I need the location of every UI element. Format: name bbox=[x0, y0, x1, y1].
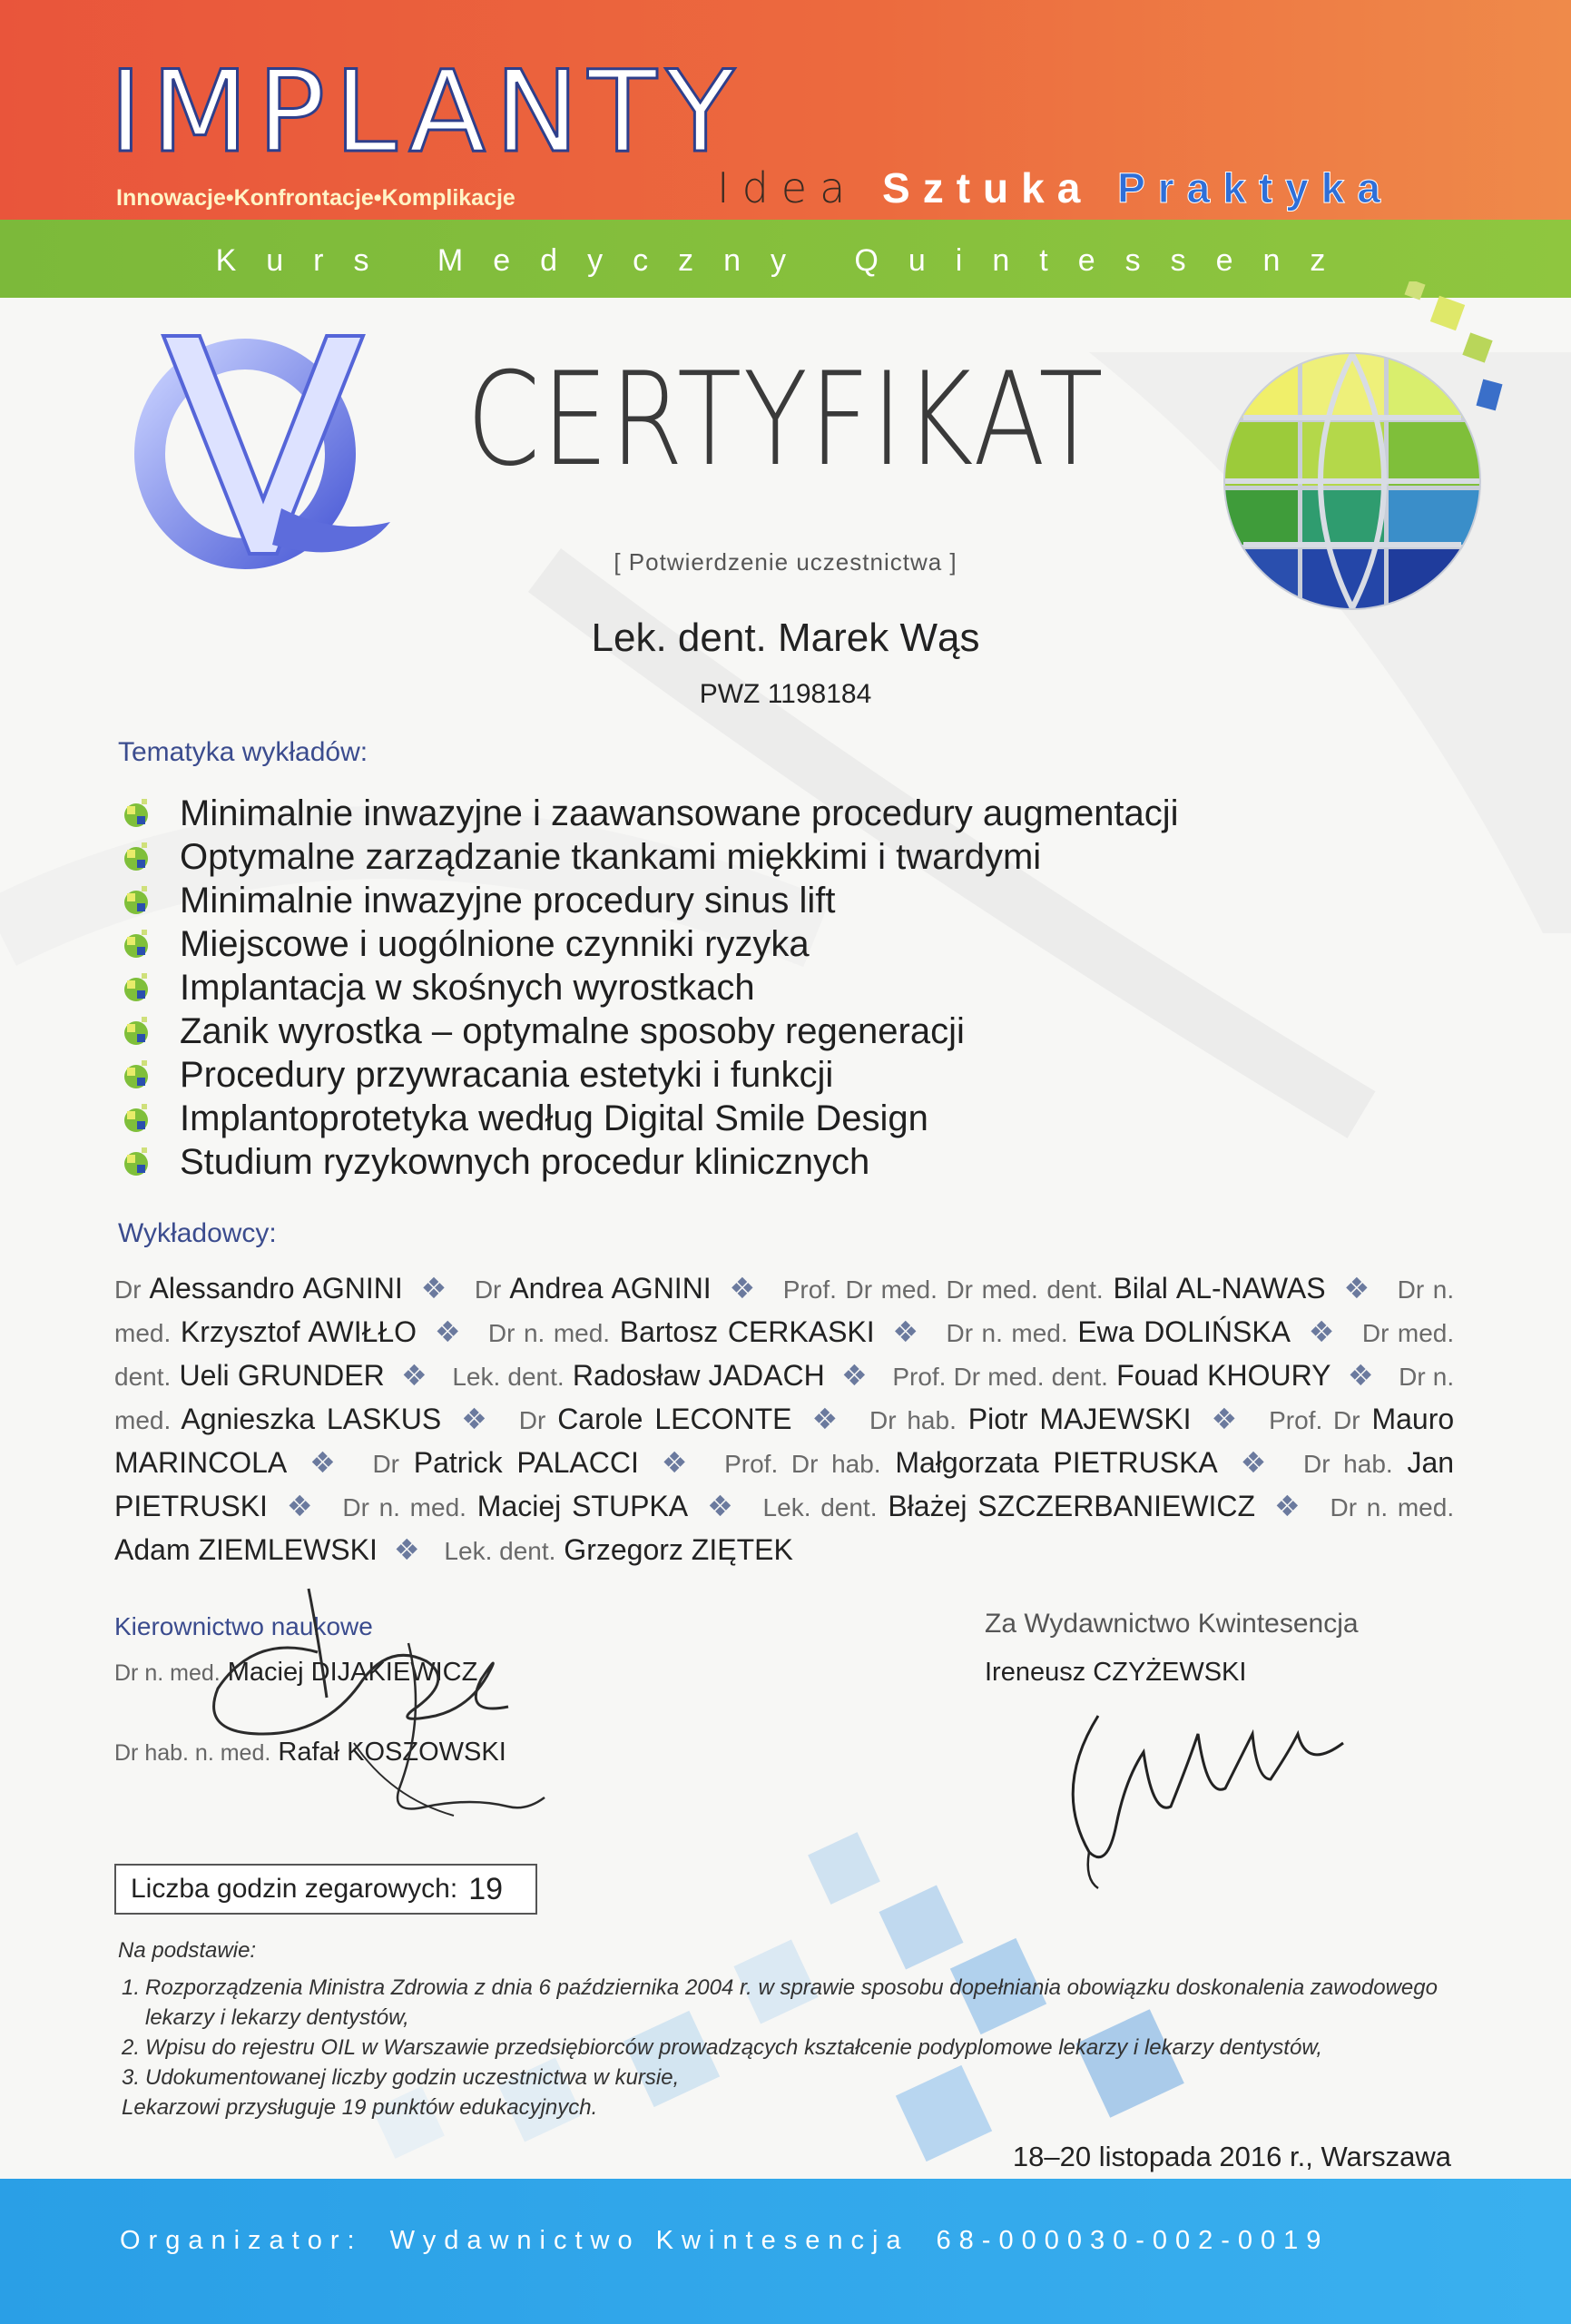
lecturer: Lek. dent. Radosław JADACH bbox=[452, 1359, 825, 1392]
motto-sztuka: Sztuka bbox=[882, 164, 1094, 212]
director-1: Dr n. med. Maciej DIJAKIEWICZ bbox=[114, 1658, 478, 1687]
topic-item: Implantoprotetyka według Digital Smile Design bbox=[118, 1097, 1179, 1140]
topic-item: Minimalnie inwazyjne i zaawansowane procedury augmentacji bbox=[118, 792, 1179, 835]
lecturer: Prof. Dr med. dent. Fouad KHOURY bbox=[892, 1359, 1331, 1392]
lecturer: Dr Carole LECONTE bbox=[518, 1403, 792, 1435]
signature-right bbox=[1044, 1679, 1370, 1897]
lecturer: Dr hab. Jan PIETRUSKI bbox=[114, 1446, 1455, 1522]
diamond-separator-icon: ❖ bbox=[393, 1533, 420, 1566]
lecturer: Dr hab. Piotr MAJEWSKI bbox=[869, 1403, 1192, 1435]
lecturer: Dr n. med. Maciej STUPKA bbox=[342, 1490, 689, 1522]
lecturer: Dr Alessandro AGNINI bbox=[114, 1272, 403, 1305]
motto-idea: Idea bbox=[717, 163, 859, 212]
hours-value: 19 bbox=[468, 1871, 504, 1906]
lecturer: Dr n. med. Krzysztof AWIŁŁO bbox=[114, 1275, 1455, 1348]
diamond-separator-icon: ❖ bbox=[400, 1359, 428, 1392]
diamond-separator-icon: ❖ bbox=[840, 1359, 869, 1392]
topic-item: Procedury przywracania estetyki i funkcji bbox=[118, 1053, 1179, 1097]
organizer-name: Wydawnictwo Kwintesencja bbox=[389, 2226, 909, 2255]
publisher-label: Za Wydawnictwo Kwintesencja bbox=[985, 1609, 1359, 1639]
motto-praktyka: Praktyka bbox=[1117, 164, 1393, 212]
topic-item: Implantacja w skośnych wyrostkach bbox=[118, 966, 1179, 1009]
management-label: Kierownictwo naukowe bbox=[114, 1612, 373, 1640]
diamond-separator-icon: ❖ bbox=[1233, 1446, 1273, 1479]
diamond-separator-icon: ❖ bbox=[808, 1403, 842, 1435]
lecturers-label: Wykładowcy: bbox=[118, 1218, 277, 1248]
topic-item: Minimalnie inwazyjne procedury sinus lift bbox=[118, 879, 1179, 922]
globe-bullet-icon bbox=[118, 1013, 154, 1049]
topics-list bbox=[118, 792, 1179, 1184]
basis-label: Na podstawie: bbox=[118, 1938, 257, 1963]
hours-box bbox=[114, 1864, 537, 1915]
lecturer: Dr n. med. Ewa DOLIŃSKA bbox=[946, 1315, 1291, 1348]
globe-bullet-icon bbox=[118, 1057, 154, 1093]
globe-bullet-icon bbox=[118, 1100, 154, 1137]
lecturer: Prof. Dr hab. Małgorzata PIETRUSKA bbox=[724, 1446, 1218, 1479]
lecturer: Prof. Dr Mauro MARINCOLA bbox=[114, 1403, 1455, 1479]
diamond-separator-icon: ❖ bbox=[890, 1315, 920, 1348]
basis-item: 3. Udokumentowanej liczby godzin uczestnictwa w kursie, bbox=[122, 2065, 680, 2090]
diamond-separator-icon: ❖ bbox=[1272, 1490, 1303, 1522]
topic-item: Studium ryzykownych procedur klinicznych bbox=[118, 1140, 1179, 1184]
organizer-number: 68-000030-002-0019 bbox=[936, 2226, 1330, 2255]
publisher-name: Ireneusz CZYŻEWSKI bbox=[985, 1658, 1247, 1687]
recipient-pwz: PWZ 1198184 bbox=[699, 679, 872, 709]
lecturer: Dr Patrick PALACCI bbox=[372, 1446, 639, 1479]
signature-left bbox=[182, 1580, 581, 1852]
globe-bullet-icon bbox=[118, 795, 154, 832]
recipient-name: Lek. dent. Marek Wąs bbox=[591, 615, 980, 660]
certificate-title: CERTYFIKAT bbox=[466, 345, 1105, 495]
globe-bullet-icon bbox=[118, 882, 154, 919]
basis-item: 2. Wpisu do rejestru OIL w Warszawie przedsiębiorców prowadzących kształcenie podyplomowe lekarzy i lekarzy dentystów, bbox=[122, 2035, 1322, 2060]
basis-item: 1. Rozporządzenia Ministra Zdrowia z dnia 6 października 2004 r. w sprawie sposobu dopełniania obowiązku doskonalenia zawodowego lekarzy i lekarzy dentystów, bbox=[122, 1975, 1438, 2030]
course-name: Kurs Medyczny Quintessenz bbox=[215, 243, 1356, 278]
lecturers-list bbox=[114, 1267, 1454, 1572]
globe-bullet-icon bbox=[118, 926, 154, 962]
diamond-separator-icon: ❖ bbox=[418, 1272, 449, 1305]
organizer-label: Organizator: bbox=[120, 2226, 363, 2255]
topic-item: Optymalne zarządzanie tkankami miękkimi i twardymi bbox=[118, 835, 1179, 879]
globe-bullet-icon bbox=[118, 1144, 154, 1180]
hours-label: Liczba godzin zegarowych: bbox=[131, 1874, 458, 1904]
topic-item: Miejscowe i uogólnione czynniki ryzyka bbox=[118, 922, 1179, 966]
diamond-separator-icon: ❖ bbox=[1341, 1272, 1371, 1305]
diamond-separator-icon: ❖ bbox=[654, 1446, 694, 1479]
diamond-separator-icon: ❖ bbox=[1307, 1315, 1337, 1348]
lecturer: Dr n. med. Bartosz CERKASKI bbox=[487, 1315, 875, 1348]
diamond-separator-icon: ❖ bbox=[1347, 1359, 1374, 1392]
diamond-separator-icon: ❖ bbox=[283, 1490, 316, 1522]
lecturer: Dr n. med. Agnieszka LASKUS bbox=[114, 1363, 1455, 1435]
lecturer: Prof. Dr med. Dr med. dent. Bilal AL-NAWAS bbox=[782, 1272, 1326, 1305]
director-2: Dr hab. n. med. Rafał KOSZOWSKI bbox=[114, 1738, 506, 1767]
date-place: 18–20 listopada 2016 r., Warszawa bbox=[1012, 2141, 1451, 2172]
brand-logo-text: IMPLANTY bbox=[109, 47, 744, 178]
lecturer: Dr n. med. Adam ZIEMLEWSKI bbox=[114, 1493, 1455, 1566]
topic-item: Zanik wyrostka – optymalne sposoby regeneracji bbox=[118, 1009, 1179, 1053]
diamond-separator-icon: ❖ bbox=[433, 1315, 463, 1348]
globe-bullet-icon bbox=[118, 970, 154, 1006]
globe-bullet-icon bbox=[118, 839, 154, 875]
diamond-separator-icon: ❖ bbox=[727, 1272, 758, 1305]
diamond-separator-icon: ❖ bbox=[704, 1490, 736, 1522]
legal-basis bbox=[118, 1935, 1461, 2122]
motto bbox=[717, 163, 1393, 212]
certificate-subtitle: [ Potwierdzenie uczestnictwa ] bbox=[614, 548, 957, 576]
lecturer: Lek. dent. Błażej SZCZERBANIEWICZ bbox=[762, 1490, 1256, 1522]
brand-tagline: Innowacje•Konfrontacje•Komplikacje bbox=[116, 185, 515, 211]
lecturer: Dr med. dent. Ueli GRUNDER bbox=[114, 1319, 1455, 1392]
basis-note: Lekarzowi przysługuje 19 punktów edukacyjnych. bbox=[122, 2095, 598, 2120]
lecturer: Lek. dent. Grzegorz ZIĘTEK bbox=[444, 1533, 793, 1566]
diamond-separator-icon: ❖ bbox=[303, 1446, 342, 1479]
diamond-separator-icon: ❖ bbox=[457, 1403, 491, 1435]
diamond-separator-icon: ❖ bbox=[1207, 1403, 1242, 1435]
topics-label: Tematyka wykładów: bbox=[118, 737, 368, 767]
lecturer: Dr Andrea AGNINI bbox=[474, 1272, 712, 1305]
organizer-line bbox=[120, 2226, 1329, 2256]
